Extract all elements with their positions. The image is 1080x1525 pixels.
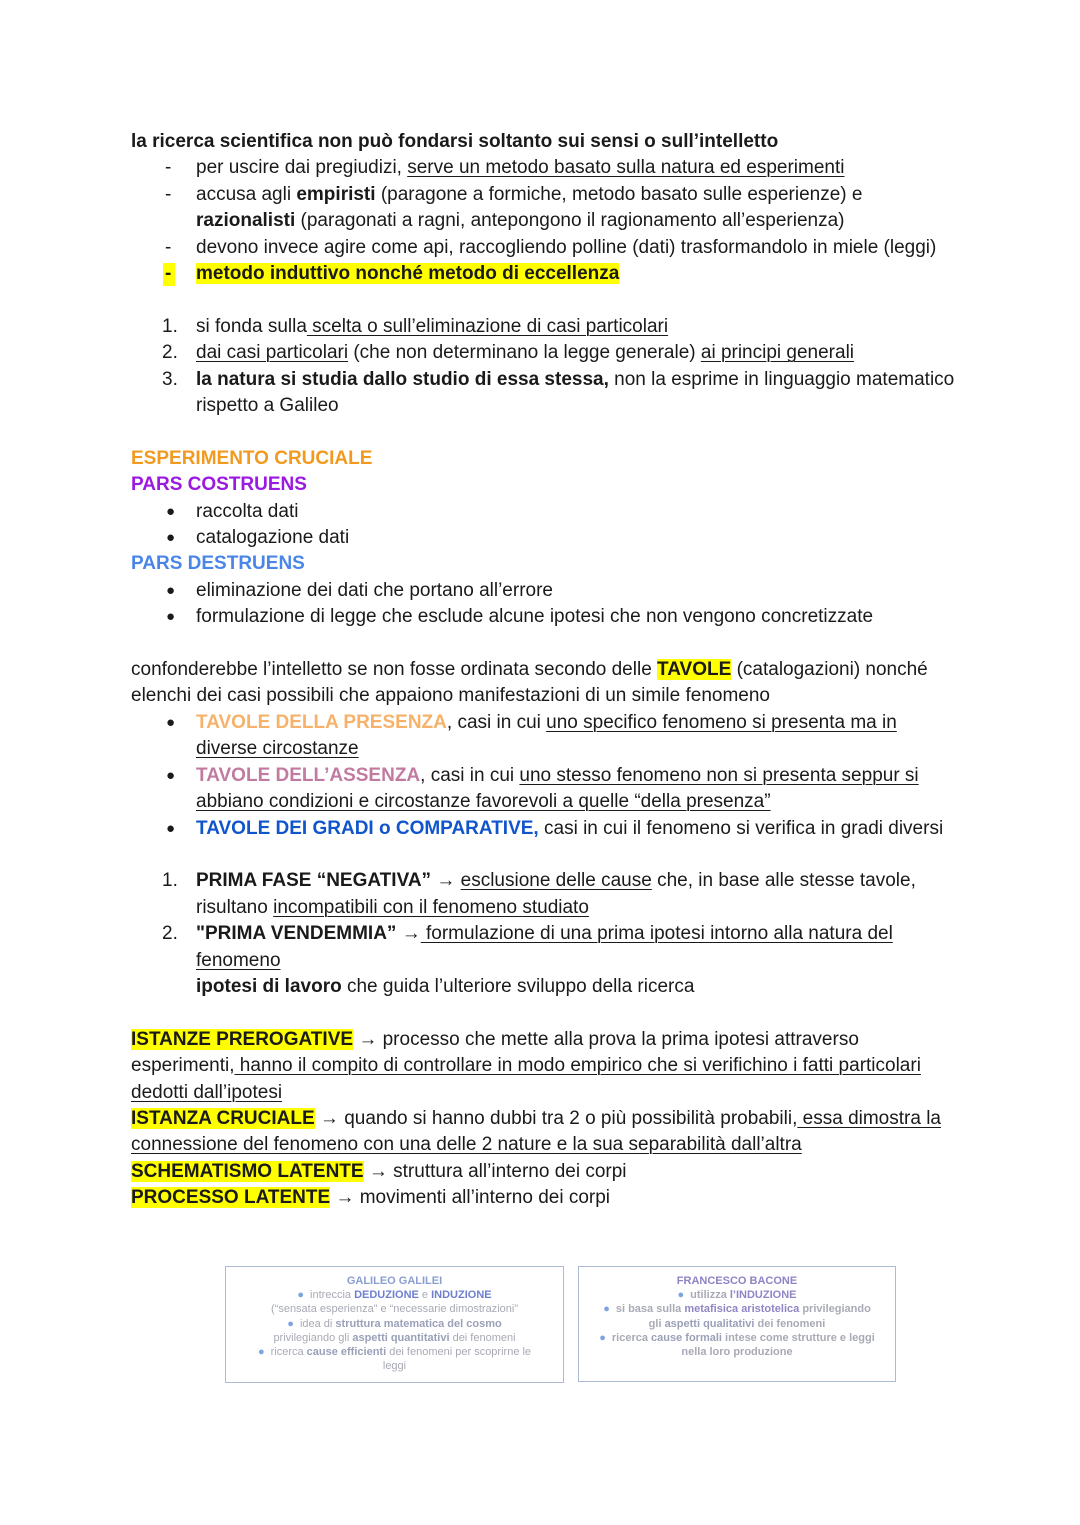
right-arrow-icon: →: [330, 1187, 360, 1209]
document-body: [131, 129, 961, 1212]
dash-icon: -: [165, 236, 172, 258]
list-item: 2. dai casi particolari (che non determinano la legge generale) ai principi generali: [162, 342, 855, 364]
intro-numbered-list: [131, 314, 961, 420]
list-item: ● formulazione di legge che esclude alcune ipotesi che non vengono concretizzate: [131, 604, 961, 630]
section-heading-costruens: PARS COSTRUENS: [131, 474, 307, 496]
bullet-dot-icon: ●: [287, 1317, 294, 1330]
list-item: ● eliminazione dei dati che portano all’errore: [131, 578, 961, 604]
bullet-dot-icon: ●: [166, 608, 176, 626]
bullet-dot-icon: ●: [166, 581, 176, 599]
list-item: - per uscire dai pregiudizi, serve un metodo basato sulla natura ed esperimenti: [131, 155, 961, 181]
list-item: 2. "PRIMA VENDEMMIA” → formulazione di una prima ipotesi intorno alla natura del fenomeno ipotesi di lavoro che guida l’ulteriore sviluppo della ricerca: [162, 923, 893, 997]
bullet-dot-icon: ●: [166, 502, 176, 520]
list-item: ● raccolta dati: [131, 499, 961, 525]
bullet-dot-icon: ●: [166, 766, 176, 784]
bullet-dot-icon: ●: [297, 1289, 305, 1302]
list-item: ● TAVOLE DELL’ASSENZA, casi in cui uno stesso fenomeno non si presenta seppur si abbiano condizioni e circostanze favorevoli a quelle “della presenza”: [166, 764, 919, 813]
istanza-cruciale: ISTANZA CRUCIALE → quando si hanno dubbi tra 2 o più possibilità probabili, essa dimostra la connessione del fenomeno con una delle 2 nature e la sua separabilità dall’altra: [131, 1107, 941, 1156]
right-arrow-icon: →: [363, 1160, 394, 1182]
list-item: ● catalogazione dati: [131, 525, 961, 551]
dash-icon: -: [165, 157, 172, 179]
tavole-paragraph: confonderebbe l’intelletto se non fosse ordinata secondo delle TAVOLE (catalogazioni) nonché elenchi dei casi possibili che appaiono manifestazioni di un simile fenomeno: [131, 659, 928, 707]
right-arrow-icon: →: [396, 923, 421, 945]
galileo-box: GALILEO GALILEI ● intreccia DEDUZIONE e INDUZIONE (“sensata esperienza” e “necessarie dimostrazioni” ● idea di struttura matematica del cosmo privilegiando gli aspetti quantitativi dei fenomeni ● ricerca cause efficienti dei fenomeni per scoprirne le leggi: [225, 1266, 564, 1383]
bacone-box: FRANCESCO BACONE ● utilizza l’INDUZIONE ● si basa sulla metafisica aristotelica privilegiando gli aspetti qualitativi dei fenomeni ● ricerca cause formali intese come strutture e leggi nella loro produzione: [578, 1266, 896, 1382]
tavole-list: [131, 710, 961, 842]
intro-dash-list: [131, 155, 961, 287]
list-item: 3. la natura si studia dallo studio di essa stessa, non la esprime in linguaggio matematico rispetto a Galileo: [162, 368, 955, 417]
list-item-highlighted: - metodo induttivo nonché metodo di eccellenza: [131, 261, 961, 287]
list-item: - devono invece agire come api, raccogliendo polline (dati) trasformandolo in miele (leggi): [131, 235, 961, 261]
right-arrow-icon: →: [353, 1028, 383, 1050]
processo-latente: PROCESSO LATENTE → movimenti all’interno dei corpi: [131, 1187, 611, 1209]
bullet-dot-icon: ●: [166, 819, 176, 837]
list-item: 1. PRIMA FASE “NEGATIVA” → esclusione delle cause che, in base alle stesse tavole, risultano incompatibili con il fenomeno studiato: [162, 870, 916, 918]
bullet-dot-icon: ●: [677, 1289, 685, 1302]
section-heading-cruciale: ESPERIMENTO CRUCIALE: [131, 447, 373, 469]
bullet-dot-icon: ●: [599, 1331, 606, 1344]
list-item: - accusa agli empiristi (paragone a formiche, metodo basato sulle esperienze) e razionalisti (paragonati a ragni, antepongono il ragionamento all’esperienza): [165, 183, 863, 232]
galileo-title: GALILEO GALILEI: [346, 1275, 443, 1287]
right-arrow-icon: →: [314, 1107, 345, 1129]
dash-icon: -: [165, 183, 172, 205]
costruens-list: [131, 499, 961, 552]
bullet-dot-icon: ●: [166, 713, 176, 731]
istanza-prerogative: ISTANZE PREROGATIVE → processo che mette alla prova la prima ipotesi attraverso esperimenti, hanno il compito di controllare in modo empirico che si verifichino i fatti particolari dedotti dall’ipotesi: [131, 1028, 921, 1103]
fasi-list: [131, 868, 961, 1000]
bullet-dot-icon: ●: [603, 1303, 610, 1316]
schematismo-latente: SCHEMATISMO LATENTE → struttura all’interno dei corpi: [131, 1160, 627, 1182]
list-item: 1. si fonda sulla scelta o sull’eliminazione di casi particolari: [162, 315, 669, 337]
destruens-list: [131, 578, 961, 631]
right-arrow-icon: →: [431, 870, 461, 892]
bullet-dot-icon: ●: [257, 1346, 265, 1359]
list-item: ● TAVOLE DELLA PRESENZA, casi in cui uno specifico fenomeno si presenta ma in diverse circostanze: [166, 711, 897, 760]
dash-icon: -: [165, 263, 172, 285]
comparison-boxes: [0, 1266, 1080, 1386]
section-heading-destruens: PARS DESTRUENS: [131, 553, 305, 575]
list-item: ● TAVOLE DEI GRADI o COMPARATIVE, casi in cui il fenomeno si verifica in gradi diversi: [131, 816, 961, 842]
intro-heading: la ricerca scientifica non può fondarsi soltanto sui sensi o sull’intelletto: [131, 131, 779, 152]
bullet-dot-icon: ●: [166, 529, 176, 547]
bacone-title: FRANCESCO BACONE: [676, 1275, 798, 1287]
